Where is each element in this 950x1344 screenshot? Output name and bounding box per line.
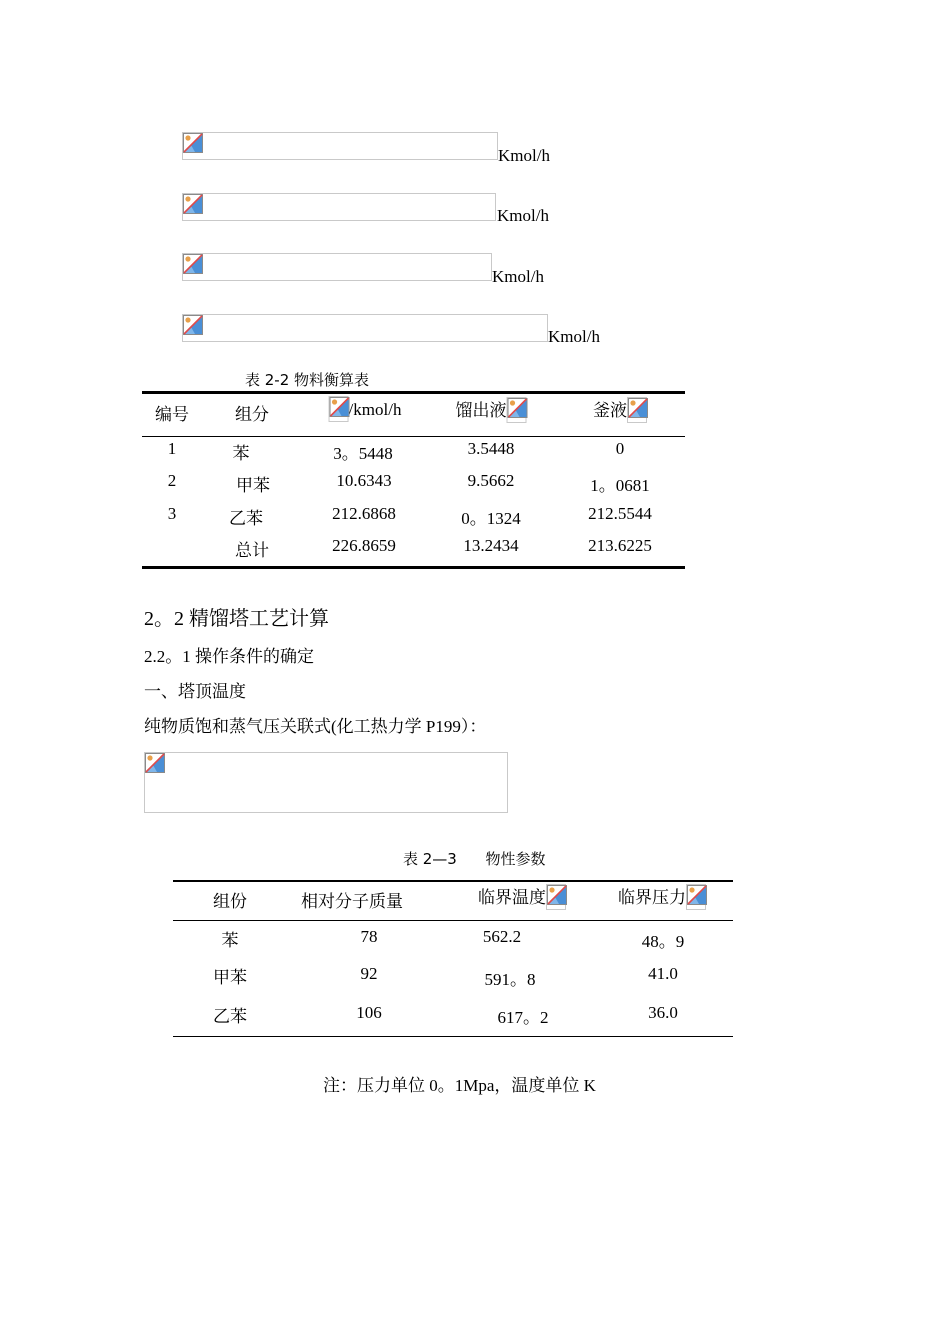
table2-header-component: 组份 bbox=[213, 892, 247, 911]
broken-image-icon bbox=[330, 397, 350, 417]
table2-cell: 36.0 bbox=[648, 1003, 678, 1022]
table1-cell: 9.5662 bbox=[467, 471, 515, 490]
table1-cell: 苯 bbox=[232, 444, 250, 463]
section-paragraph: 纯物质饱和蒸气压关联式(化工热力学 P199）： bbox=[144, 717, 487, 736]
broken-image-icon bbox=[508, 398, 528, 418]
section-item: 一、塔顶温度 bbox=[144, 682, 246, 701]
table1-cell: 13.2434 bbox=[463, 536, 519, 555]
equation-image-4 bbox=[182, 314, 548, 342]
broken-image-icon bbox=[145, 753, 165, 773]
table1-header-bottoms bbox=[593, 396, 647, 423]
table1-cell: 10.6343 bbox=[336, 471, 392, 490]
table1-cell: 1 bbox=[167, 439, 177, 458]
table1-header-feed bbox=[329, 396, 402, 422]
table2-cell: 乙苯 bbox=[213, 1007, 247, 1026]
table2-header-rule bbox=[173, 920, 733, 921]
table1-cell: 3.5448 bbox=[467, 439, 515, 458]
equation-image-2 bbox=[182, 193, 496, 221]
broken-image-icon bbox=[183, 194, 203, 214]
table1-cell: 226.8659 bbox=[332, 536, 396, 555]
table1-header-component: 组分 bbox=[235, 405, 269, 424]
table1-top-rule bbox=[142, 391, 685, 394]
table1-cell: 3。5448 bbox=[333, 444, 393, 463]
inline-image bbox=[546, 884, 566, 910]
table1-header-distillate bbox=[456, 396, 527, 423]
table2-cell: 562.2 bbox=[482, 927, 522, 946]
equation-image-1 bbox=[182, 132, 498, 160]
unit-label-1: Kmol/h bbox=[498, 146, 550, 165]
unit-label-2: Kmol/h bbox=[497, 206, 549, 225]
table1-cell: 0 bbox=[615, 439, 625, 458]
table2-header-pc-label: 临界压力 bbox=[618, 888, 686, 907]
table2-cell: 苯 bbox=[221, 931, 239, 950]
table2-cell: 41.0 bbox=[648, 964, 678, 983]
section-subheading: 2.2。1 操作条件的确定 bbox=[144, 647, 314, 666]
inline-image bbox=[627, 397, 647, 423]
table1-cell: 213.6225 bbox=[588, 536, 652, 555]
inline-image bbox=[507, 397, 527, 423]
equation-image-3 bbox=[182, 253, 492, 281]
broken-image-icon bbox=[183, 315, 203, 335]
unit-label-4: Kmol/h bbox=[548, 327, 600, 346]
table1-cell: 212.6868 bbox=[332, 504, 396, 523]
table2-header-mw: 相对分子质量 bbox=[301, 892, 403, 911]
table2-cell: 甲苯 bbox=[213, 968, 247, 987]
table1-cell: 3 bbox=[167, 504, 177, 523]
broken-image-icon bbox=[183, 254, 203, 274]
broken-image-icon bbox=[687, 885, 707, 905]
table1-cell: 212.5544 bbox=[588, 504, 652, 523]
table1-header-rule bbox=[142, 436, 685, 437]
table1-cell: 甲苯 bbox=[236, 476, 270, 495]
table1-header-distillate-label: 馏出液 bbox=[455, 401, 507, 420]
section-heading: 2。2 精馏塔工艺计算 bbox=[144, 608, 329, 630]
broken-image-icon bbox=[547, 885, 567, 905]
table1-bottom-rule bbox=[142, 566, 685, 569]
table1-header-bottoms-label: 釜液 bbox=[593, 401, 627, 420]
table1-caption: 表 2-2 物料衡算表 bbox=[245, 371, 370, 389]
table1-cell: 乙苯 bbox=[229, 509, 263, 528]
table-note: 注：压力单位 0。1Mpa，温度单位 K bbox=[323, 1076, 596, 1095]
table1-header-feed-label: /kmol/h bbox=[348, 400, 402, 419]
table2-cell: 48。9 bbox=[641, 932, 685, 951]
table2-top-rule bbox=[173, 880, 733, 882]
table1-cell: 2 bbox=[167, 471, 177, 490]
broken-image-icon bbox=[183, 133, 203, 153]
unit-label-3: Kmol/h bbox=[492, 267, 544, 286]
table2-cell: 617。2 bbox=[497, 1008, 549, 1027]
table1-cell: 0。1324 bbox=[461, 509, 521, 528]
table1-cell: 总计 bbox=[235, 541, 269, 560]
equation-image-5 bbox=[144, 752, 508, 813]
table1-header-index: 编号 bbox=[155, 405, 189, 424]
inline-image bbox=[329, 396, 349, 422]
table2-header-pc bbox=[618, 883, 706, 910]
table2-cell: 78 bbox=[360, 927, 378, 946]
table2-cell: 591。8 bbox=[484, 970, 536, 989]
table2-caption: 表 2—3 物性参数 bbox=[403, 850, 546, 868]
table2-cell: 92 bbox=[360, 964, 378, 983]
table2-bottom-rule bbox=[173, 1036, 733, 1037]
broken-image-icon bbox=[628, 398, 648, 418]
table2-header-tc-label: 临界温度 bbox=[478, 888, 546, 907]
table2-header-tc bbox=[478, 883, 566, 910]
inline-image bbox=[686, 884, 706, 910]
table2-cell: 106 bbox=[356, 1003, 382, 1022]
table1-cell: 1。0681 bbox=[590, 476, 650, 495]
